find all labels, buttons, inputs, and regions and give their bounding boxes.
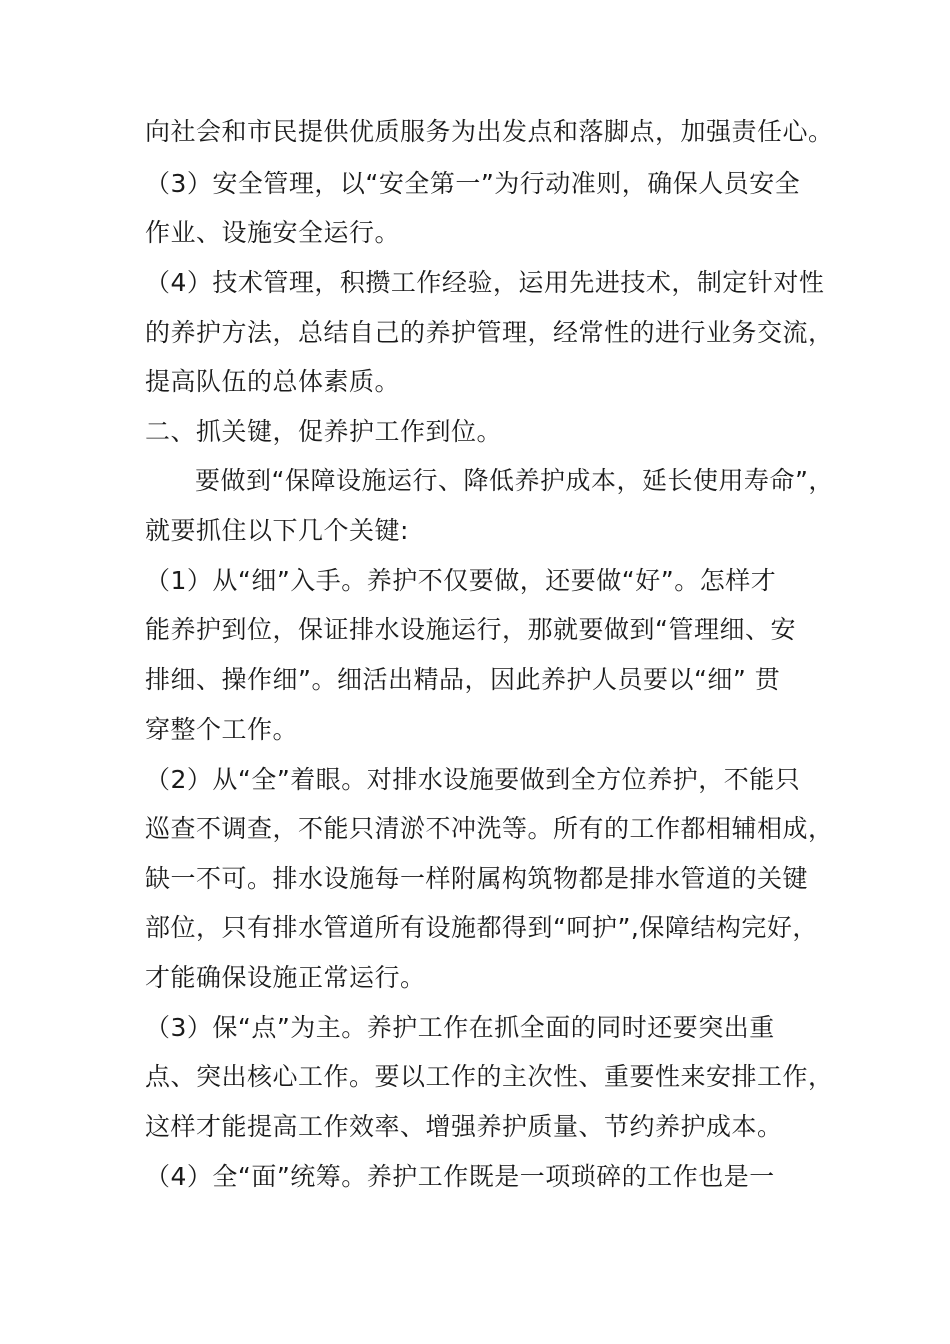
text-line-1: 向社会和市民提供优质服务为出发点和落脚点，加强责任心。 — [145, 117, 834, 146]
text-line-22: （4）全“面”统筹。养护工作既是一项琐碎的工作也是一 — [145, 1162, 775, 1191]
text-line-19: （3）保“点”为主。养护工作在抓全面的同时还要突出重 — [145, 1013, 775, 1042]
text-line-20: 点、突出核心工作。要以工作的主次性、重要性来安排工作， — [145, 1062, 834, 1091]
text-line-17: 部位，只有排水管道所有设施都得到“呵护”,保障结构完好， — [145, 913, 818, 942]
text-line-10: （1）从“细”入手。养护不仅要做，还要做“好”。怎样才 — [145, 566, 777, 595]
text-line-14: （2）从“全”着眼。对排水设施要做到全方位养护，不能只 — [145, 765, 801, 794]
text-line-13: 穿整个工作。 — [145, 715, 299, 744]
text-line-21: 这样才能提高工作效率、增强养护质量、节约养护成本。 — [145, 1112, 783, 1141]
text-line-3: 作业、设施安全运行。 — [145, 218, 401, 247]
text-line-5: 的养护方法，总结自己的养护管理，经常性的进行业务交流， — [145, 318, 834, 347]
text-line-16: 缺一不可。排水设施每一样附属构筑物都是排水管道的关键 — [145, 864, 809, 893]
text-line-6: 提高队伍的总体素质。 — [145, 367, 401, 396]
text-line-11: 能养护到位，保证排水设施运行，那就要做到“管理细、安 — [145, 615, 796, 644]
text-line-15: 巡查不调查，不能只清淤不冲洗等。所有的工作都相辅相成， — [145, 814, 834, 843]
section-heading: 二、抓关键，促养护工作到位。 — [145, 417, 503, 446]
text-line-8: 要做到“保障设施运行、降低养护成本，延长使用寿命”， — [195, 466, 834, 495]
text-line-12: 排细、操作细”。细活出精品，因此养护人员要以“细” 贯 — [145, 665, 781, 694]
text-line-9: 就要抓住以下几个关键: — [145, 516, 409, 545]
text-line-4: （4）技术管理，积攒工作经验，运用先进技术，制定针对性 — [145, 268, 825, 297]
text-line-18: 才能确保设施正常运行。 — [145, 963, 426, 992]
text-line-2: （3）安全管理，以“安全第一”为行动准则，确保人员安全 — [145, 169, 801, 198]
